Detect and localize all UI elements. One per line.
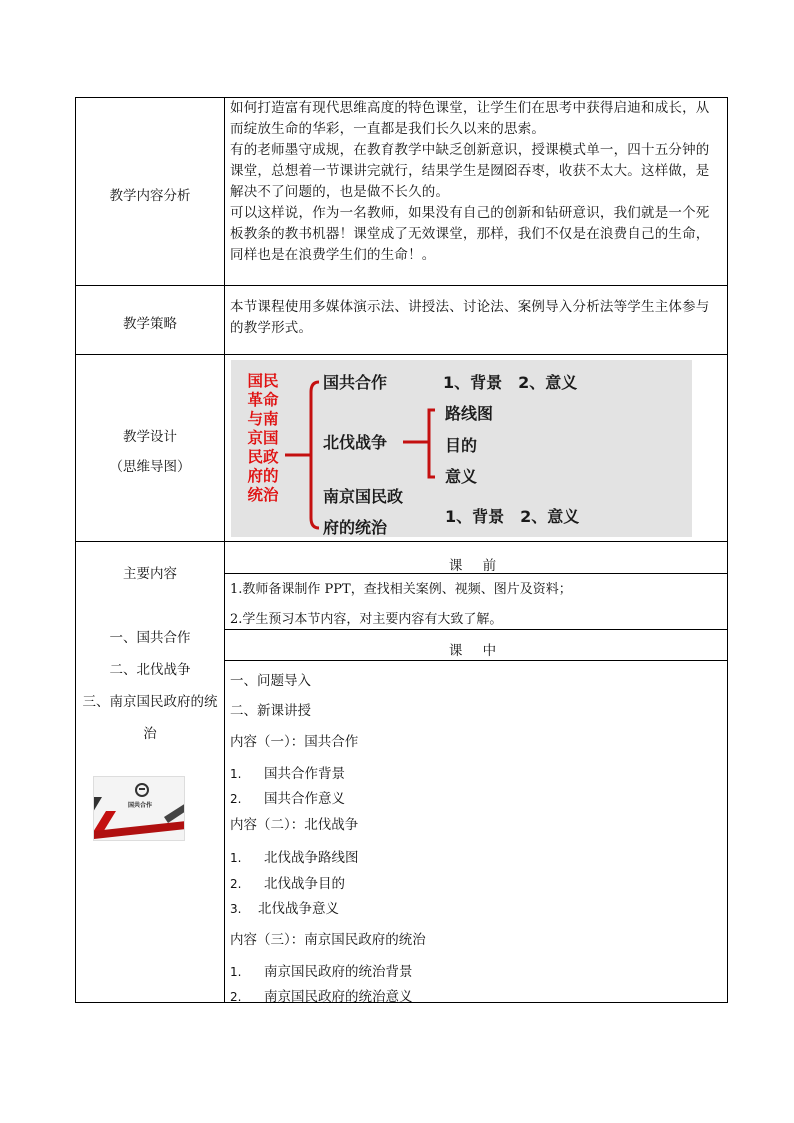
- in-class-line: 一、问题导入: [230, 673, 311, 689]
- row-divider: [76, 541, 727, 542]
- content-analysis-paragraph: 可以这样说，作为一名教师，如果没有自己的创新和钻研意识，我们就是一个死板教条的教书机器！课堂成了无效课堂，那样，我们不仅是在浪费自己的生命，同样也是在浪费学生们的生命！。: [230, 205, 710, 263]
- section-item: [230, 846, 359, 866]
- section-item-number: 3.: [230, 902, 242, 916]
- section-item: [230, 985, 413, 1005]
- section-item-text: 北伐战争目的: [264, 876, 345, 892]
- content-analysis-paragraph: 有的老师墨守成规，在教育教学中缺乏创新意识，授课模式单一，四十五分钟的课堂，总想着一节课讲完就行，结果学生是囫囵吞枣，收获不太大。这样做，是解决不了问题的，也是做不长久的。: [230, 142, 710, 200]
- in-class-line: 二、新课讲授: [230, 703, 311, 719]
- mind-map-branch: 府的统治: [323, 518, 388, 537]
- section-item-text: 国共合作意义: [264, 791, 345, 807]
- row-divider: [224, 629, 727, 630]
- before-class-item: 2.学生预习本节内容，对主要内容有大致了解。: [230, 612, 503, 627]
- main-content-item: 二、北伐战争: [109, 662, 191, 678]
- mind-map-branch: 南京国民政: [323, 487, 404, 506]
- main-content-label: 主要内容: [123, 566, 177, 582]
- mind-map: [231, 360, 692, 537]
- section-item-text: 北伐战争意义: [258, 901, 339, 917]
- section-item-number: 1.: [230, 767, 242, 781]
- mind-map-leaf: 目的: [445, 436, 478, 455]
- section-item: [230, 787, 345, 807]
- before-class-item: 1.教师备课制作 PPT，查找相关案例、视频、图片及资料；: [230, 582, 572, 597]
- mind-map-title: 国民革命与南京国民政府的统治: [247, 372, 279, 504]
- mind-map-leaf: 意义: [445, 467, 478, 486]
- strategy-label: 教学策略: [123, 316, 177, 332]
- main-content-item: 治: [143, 726, 157, 742]
- mind-map-leaf: 路线图: [445, 404, 494, 423]
- section-item-text: 国共合作背景: [264, 766, 345, 782]
- lesson-plan-table: [75, 97, 728, 1003]
- main-content-item: 三、南京国民政府的统: [82, 694, 218, 710]
- section-item-number: 2.: [230, 990, 242, 1004]
- section-item: [230, 897, 339, 917]
- row-divider: [224, 660, 727, 661]
- design-label: 教学设计: [123, 429, 177, 445]
- column-divider: [224, 98, 225, 1002]
- mind-map-detail: 1、背景 2、意义: [443, 373, 578, 392]
- row-divider: [76, 285, 727, 286]
- section-item: [230, 960, 413, 980]
- strategy-text: 本节课程使用多媒体演示法、讲授法、讨论法、案例导入分析法等学生主体参与的教学形式。: [230, 299, 710, 336]
- slide-title: 国共合作: [127, 802, 152, 809]
- section-item-number: 2.: [230, 877, 242, 891]
- row-divider: [76, 354, 727, 355]
- section-item-text: 南京国民政府的统治意义: [264, 989, 413, 1005]
- mind-map-branch: 北伐战争: [323, 433, 388, 452]
- content-analysis-text: [230, 98, 722, 266]
- section-item-text: 北伐战争路线图: [264, 850, 359, 866]
- section-title: 内容（一）：国共合作: [230, 734, 359, 750]
- content-analysis-paragraph: 如何打造富有现代思维高度的特色课堂，让学生们在思考中获得启迪和成长，从而绽放生命的华彩，一直都是我们长久以来的思索。: [230, 100, 710, 137]
- in-class-heading: 课 中: [448, 643, 505, 659]
- section-item: [230, 872, 345, 892]
- section-item-text: 南京国民政府的统治背景: [264, 964, 413, 980]
- before-class-heading: 课 前: [448, 558, 505, 574]
- section-title: 内容（三）：南京国民政府的统治: [230, 932, 426, 948]
- main-content-item: 一、国共合作: [109, 630, 191, 646]
- section-item-number: 1.: [230, 851, 242, 865]
- section-item-number: 2.: [230, 792, 242, 806]
- section-title: 内容（二）：北伐战争: [230, 817, 359, 833]
- section-item-number: 1.: [230, 965, 242, 979]
- mind-map-detail: 1、背景 2、意义: [445, 507, 580, 526]
- slide-number-icon: [135, 783, 149, 797]
- section-item: [230, 762, 345, 782]
- mind-map-branch: 国共合作: [323, 373, 388, 392]
- content-analysis-label: 教学内容分析: [109, 188, 191, 204]
- slide-thumbnail: [93, 776, 185, 841]
- design-sublabel: （思维导图）: [109, 459, 191, 475]
